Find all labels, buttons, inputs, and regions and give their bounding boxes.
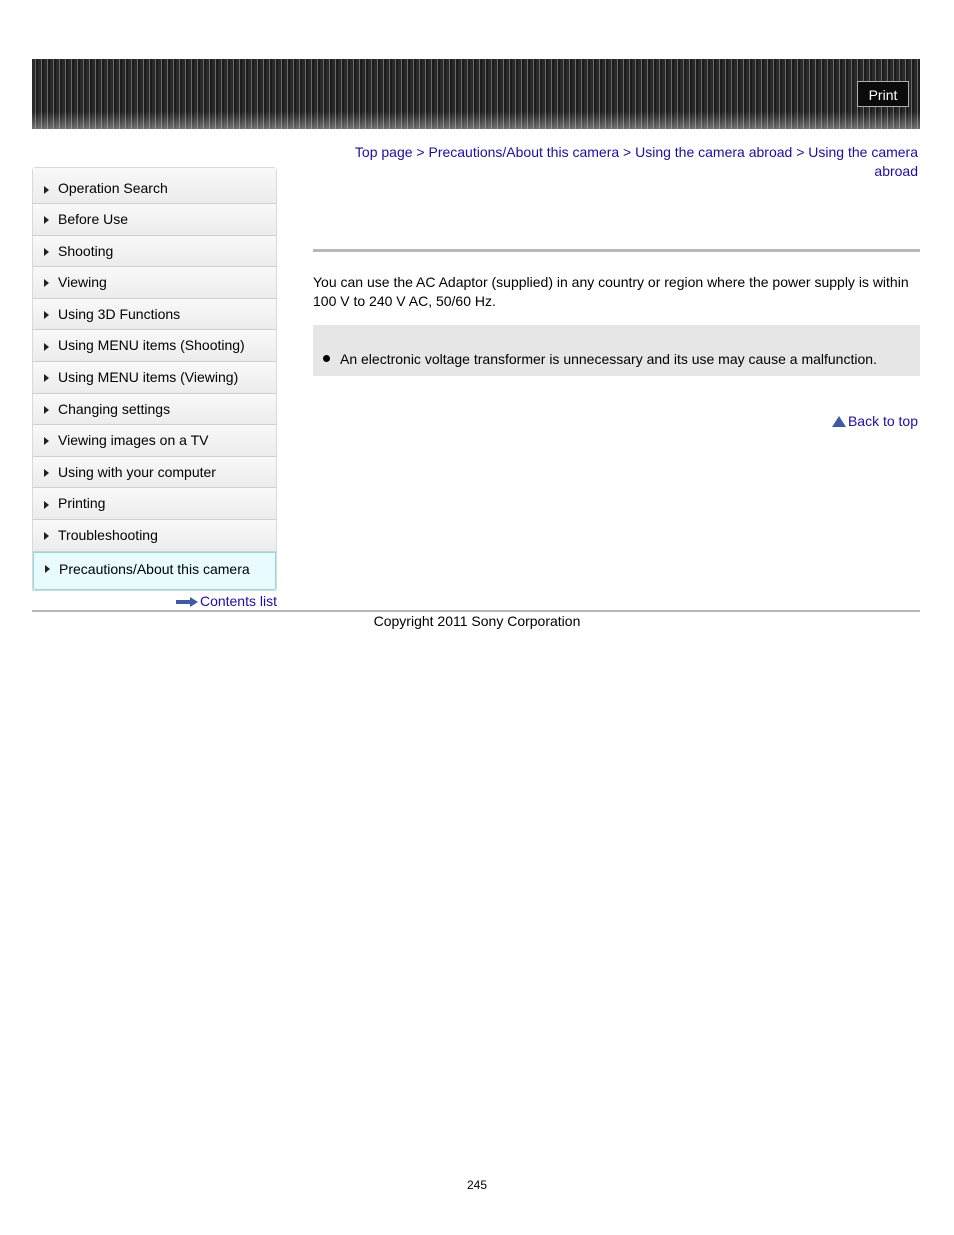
sidebar-item-label: Using MENU items (Viewing)	[58, 368, 239, 385]
sidebar-item-changing-settings[interactable]	[33, 394, 276, 426]
sidebar-item-computer[interactable]	[33, 457, 276, 489]
back-to-top-link[interactable]	[829, 412, 918, 431]
sidebar-item-label: Troubleshooting	[58, 526, 158, 543]
content-divider	[313, 249, 920, 252]
breadcrumb-top-page[interactable]: Top page	[354, 144, 413, 160]
sidebar-item-before-use[interactable]	[33, 204, 276, 236]
header-banner	[32, 59, 920, 129]
sidebar-item-label: Using 3D Functions	[58, 305, 181, 322]
triangle-up-icon	[832, 416, 846, 427]
sidebar-item-3d-functions[interactable]	[33, 299, 276, 331]
triangle-right-icon	[44, 532, 49, 540]
bullet-icon	[323, 355, 330, 362]
triangle-right-icon	[44, 311, 49, 319]
note-box	[313, 325, 920, 376]
breadcrumb-precautions[interactable]: Precautions/About this camera	[428, 144, 620, 160]
note-text: An electronic voltage transformer is unnecessary and its use may cause a malfunction.	[340, 351, 877, 367]
breadcrumb-current[interactable]: Using the camera abroad	[808, 144, 918, 179]
print-button[interactable]: Print	[857, 81, 909, 107]
sidebar-item-operation-search[interactable]	[33, 168, 276, 204]
breadcrumb-separator: >	[623, 144, 632, 160]
breadcrumb	[320, 143, 918, 181]
sidebar-item-label: Operation Search	[58, 180, 168, 196]
sidebar-item-label: Using with your computer	[58, 463, 216, 480]
sidebar-item-viewing[interactable]	[33, 267, 276, 299]
triangle-right-icon	[44, 343, 49, 351]
sidebar-item-label: Using MENU items (Shooting)	[58, 337, 245, 354]
triangle-right-icon	[45, 565, 50, 573]
sidebar-item-label: Printing	[58, 495, 106, 512]
triangle-right-icon	[44, 248, 49, 256]
contents-list-link[interactable]	[175, 592, 277, 611]
sidebar-item-label: Precautions/About this camera	[59, 560, 250, 577]
triangle-right-icon	[44, 501, 49, 509]
sidebar-item-troubleshooting[interactable]	[33, 520, 276, 552]
sidebar-item-precautions[interactable]	[33, 552, 276, 590]
triangle-right-icon	[44, 374, 49, 382]
breadcrumb-separator: >	[416, 144, 425, 160]
arrow-right-icon	[176, 597, 198, 607]
sidebar-item-label: Changing settings	[58, 400, 171, 417]
sidebar-nav	[32, 167, 277, 591]
triangle-right-icon	[44, 186, 49, 194]
triangle-right-icon	[44, 469, 49, 477]
body-text: You can use the AC Adaptor (supplied) in any country or region where the power supply is within 100 V to 240 V AC, 50/60 Hz.	[313, 274, 909, 309]
sidebar-item-menu-viewing[interactable]	[33, 362, 276, 394]
page-number: 245	[466, 1178, 488, 1192]
copyright: Copyright 2011 Sony Corporation	[373, 613, 581, 629]
sidebar-item-menu-shooting[interactable]	[33, 330, 276, 362]
sidebar-item-label: Shooting	[58, 242, 114, 259]
back-to-top-label: Back to top	[847, 413, 918, 429]
triangle-right-icon	[44, 406, 49, 414]
sidebar-item-viewing-tv[interactable]	[33, 425, 276, 457]
sidebar-item-label: Viewing images on a TV	[58, 432, 209, 449]
sidebar-item-shooting[interactable]	[33, 236, 276, 268]
breadcrumb-separator: >	[796, 144, 805, 160]
triangle-right-icon	[44, 216, 49, 224]
sidebar-item-label: Viewing	[58, 274, 107, 291]
breadcrumb-using-abroad[interactable]: Using the camera abroad	[635, 144, 793, 160]
sidebar-item-label: Before Use	[58, 211, 129, 227]
triangle-right-icon	[44, 437, 49, 445]
contents-list-label: Contents list	[199, 593, 277, 609]
sidebar-item-printing[interactable]	[33, 488, 276, 520]
triangle-right-icon	[44, 279, 49, 287]
